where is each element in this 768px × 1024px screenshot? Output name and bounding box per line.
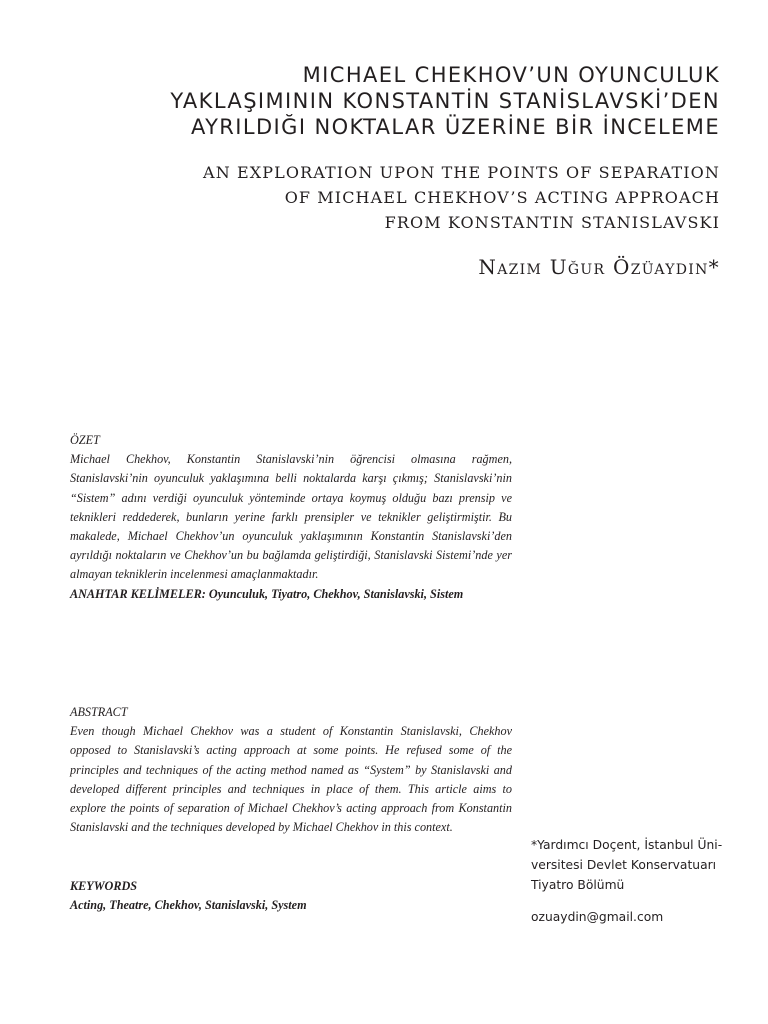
turkish-title — [40, 62, 720, 140]
title-block — [40, 62, 720, 279]
english-abstract — [70, 703, 512, 837]
abstract-body: Even though Michael Chekhov was a student of Konstantin Stanislavski, Chekhov opposed to Stanislavski’s acting approach at some points. He refused some of the principles and techniques of the acting method named as “System” by Stanislavski and developed different principles and techniques in place of them. This article aims to explore the points of separation of Michael Chekhov’s acting approach from Konstantin Stanislavski and the techniques developed by Michael Chekhov in this context. — [70, 724, 512, 835]
turkish-title-line: YAKLAŞIMININ KONSTANTİN STANİSLAVSKİ’DEN — [170, 89, 720, 113]
author-email: ozuaydin@gmail.com — [531, 910, 664, 924]
abstract-heading: ABSTRACT — [70, 705, 128, 719]
author-name: Nazım Uğur Özüaydın* — [478, 255, 720, 279]
turkish-keywords: ANAHTAR KELİMELER: Oyunculuk, Tiyatro, Chekhov, Stanislavski, Sistem — [70, 586, 464, 601]
english-title-line: OF MICHAEL CHEKHOV’S ACTING APPROACH — [284, 188, 720, 207]
english-keywords — [70, 877, 512, 915]
footnote-line: Tiyatro Bölümü — [531, 878, 625, 892]
turkish-title-line: AYRILDIĞI NOKTALAR ÜZERİNE BİR İNCELEME — [190, 115, 720, 139]
keywords-list: Acting, Theatre, Chekhov, Stanislavski, System — [70, 898, 307, 913]
footnote-line: versitesi Devlet Konservatuarı — [531, 858, 717, 872]
keywords-heading: KEYWORDS — [70, 879, 138, 893]
turkish-abstract — [70, 431, 512, 604]
ozet-heading: ÖZET — [70, 433, 100, 447]
ozet-body: Michael Chekhov, Konstantin Stanislavski’nin öğrencisi olmasına rağmen, Stanislavski’nin oyunculuk yaklaşımına belli noktalarda karşı çıkmış; Stanislavski’nin “Sistem” adını verdiği oyunculuk yönteminde ortaya koymuş olduğu bazı prensip ve teknikleri reddederek, bunların yerine farklı prensipler ve teknikler geliştirmiştir. Bu makalede, Michael Chekhov’un oyunculuk yaklaşımının Konstantin Stanislavski’den ayrıldığı noktaların ve Chekhov’un bu bağlamda geliştirdiği, Stanislavski Sistemi’nde yer almayan tekniklerin incelenmesi amaçlanmaktadır. — [70, 452, 512, 582]
turkish-title-line: MICHAEL CHEKHOV’UN OYUNCULUK — [302, 63, 720, 87]
english-title — [40, 160, 720, 235]
english-title-line: FROM KONSTANTIN STANISLAVSKI — [384, 213, 720, 232]
footnote-line: *Yardımcı Doçent, İstanbul Üni- — [531, 838, 723, 852]
author-footnote — [531, 835, 746, 927]
english-title-line: AN EXPLORATION UPON THE POINTS OF SEPARATION — [203, 163, 720, 182]
